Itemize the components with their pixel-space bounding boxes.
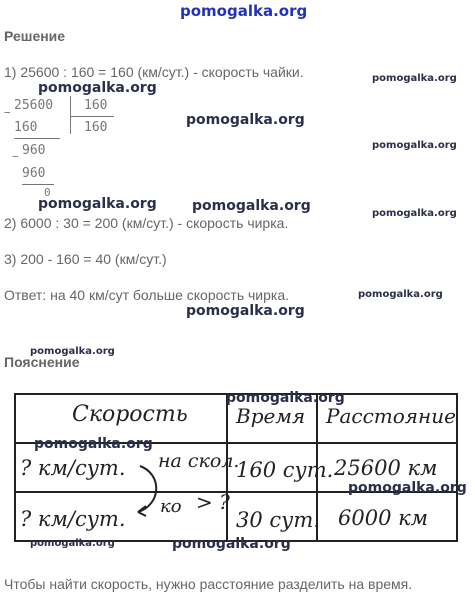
note-sign: > ? — [196, 490, 230, 514]
division-remainder: 0 — [44, 186, 51, 199]
conclusion: Чтобы найти скорость, нужно расстояние разделить на время. — [4, 576, 413, 592]
division-divisor: 160 — [84, 98, 108, 113]
header-distance: Расстояние — [326, 404, 456, 428]
watermark: pomogalka.org — [192, 198, 311, 214]
watermark: pomogalka.org — [34, 436, 153, 452]
solution-heading: Решение — [4, 28, 66, 44]
watermark: pomogalka.org — [226, 390, 345, 406]
watermark: pomogalka.org — [30, 538, 115, 549]
row1-speed: ? км/сут. — [20, 456, 126, 480]
division-rule-2 — [22, 184, 54, 185]
watermark: pomogalka.org — [38, 80, 157, 96]
header-speed: Скорость — [72, 402, 188, 427]
division-rule-1 — [14, 138, 60, 139]
row2-speed: ? км/сут. — [20, 507, 126, 531]
note-bottom: ко — [160, 496, 182, 517]
division-quotient: 160 — [84, 120, 108, 135]
watermark: pomogalka.org — [358, 289, 443, 300]
row2-time: 30 сут. — [236, 508, 320, 532]
comparison-arrow-icon — [120, 460, 170, 520]
division-remainder-1: 960 — [22, 143, 46, 158]
table-border-left — [14, 393, 16, 542]
division-dividend: 25600 — [14, 98, 54, 113]
step-3: 3) 200 - 160 = 40 (км/сут.) — [4, 251, 167, 267]
watermark: pomogalka.org — [348, 480, 467, 496]
row1-distance: 25600 км — [334, 456, 438, 480]
explanation-heading: Пояснение — [4, 354, 80, 370]
division-quotient-rule — [70, 116, 114, 117]
watermark: pomogalka.org — [186, 303, 305, 319]
answer: Ответ: на 40 км/сут больше скорость чирка. — [4, 287, 290, 303]
watermark: pomogalka.org — [372, 73, 457, 84]
table-border-right — [456, 393, 458, 542]
division-vertical-rule — [70, 96, 71, 134]
division-subtract-2: 960 — [22, 166, 46, 181]
step-1: 1) 25600 : 160 = 160 (км/сут.) - скорость чайки. — [4, 64, 304, 80]
watermark: pomogalka.org — [372, 208, 457, 219]
minus-sign-1: − — [4, 106, 11, 119]
watermark: pomogalka.org — [372, 140, 457, 151]
step-2: 2) 6000 : 30 = 200 (км/сут.) - скорость чирка. — [4, 215, 289, 231]
header-time: Время — [236, 404, 306, 428]
note-top: на скол. — [158, 450, 240, 472]
watermark: pomogalka.org — [172, 536, 291, 552]
watermark: pomogalka.org — [186, 112, 305, 128]
row1-time: 160 сут. — [236, 458, 334, 482]
watermark: pomogalka.org — [38, 196, 157, 212]
division-subtract-1: 160 — [14, 120, 38, 135]
watermark: pomogalka.org — [30, 346, 115, 357]
site-title: pomogalka.org — [180, 2, 308, 20]
minus-sign-2: − — [12, 150, 19, 163]
row2-distance: 6000 км — [338, 506, 429, 530]
